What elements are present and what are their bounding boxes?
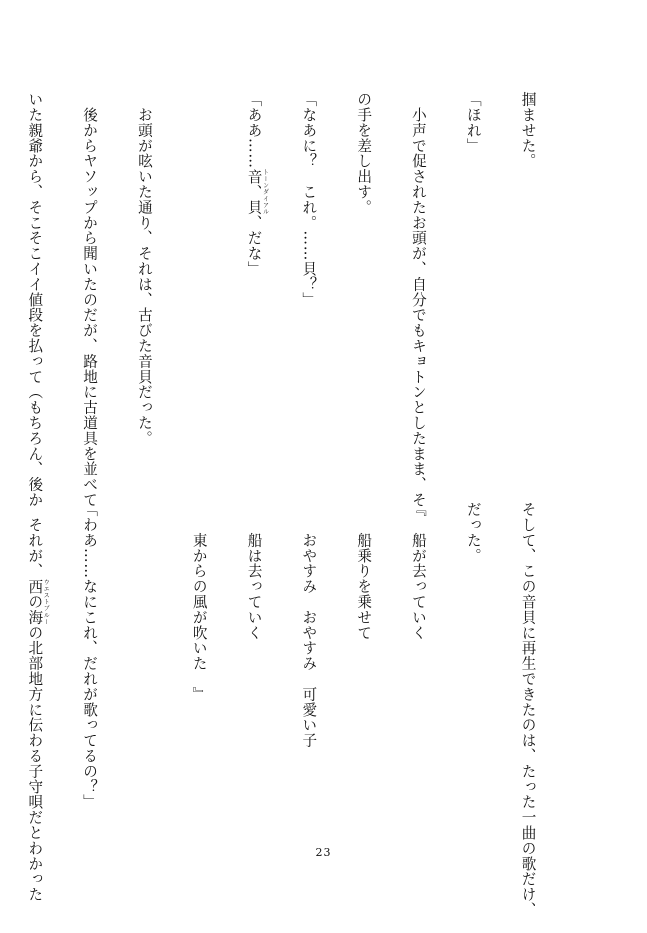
line-hore: 「ほれ」 xyxy=(464,91,482,154)
lyric-line-4: 船は去っていく xyxy=(245,501,263,641)
line-grab: 掴ませた。 xyxy=(519,91,537,169)
line-urged: 小声で促されたお頭が、自分でもキョトンとしたまま、そ xyxy=(409,91,427,508)
lyric-line-1: 『 船が去っていく xyxy=(409,501,427,641)
line-only-song: そして、この音貝に再生できたのは、たった一曲の歌だけ、 xyxy=(519,501,537,918)
page-number: 23 xyxy=(315,846,332,859)
line-hand-out: の手を差し出す。 xyxy=(355,91,373,215)
line-datta: だった。 xyxy=(464,501,482,564)
line-murmur: お頭が呟いた通り、それは、古びた音貝だった。 xyxy=(135,91,153,446)
line-wow-who: 「わあ……なにこれ、だれが歌ってるの？」 xyxy=(81,501,99,810)
line-old-man: いた親爺から、そこそこイイ値段を払って（もちろん、後か xyxy=(26,91,44,508)
line-west-blue: それが、西の海 ウエストブルーの北部地方に伝わる子守唄だとわかった xyxy=(26,501,50,903)
lyric-line-5: 東からの風が吹いた 』 xyxy=(190,501,208,702)
line-what-is-this: 「なあに？ これ。……貝？」 xyxy=(300,91,318,308)
upper-text-column xyxy=(26,70,569,508)
ruby-tone-dial: トーンダイアル xyxy=(261,168,269,215)
line-tone-dial: 「ああ……音、貝 トーンダイアル、だな」 xyxy=(245,91,269,277)
lyric-line-2: 船乗りを乗せて xyxy=(355,501,373,641)
ruby-west-blue: ウエストブルー xyxy=(42,578,50,625)
lyric-line-3: おやすみ おやすみ 可愛い子 xyxy=(300,501,318,749)
line-yasopp-heard: 後からヤソップから聞いたのだが、路地に古道具を並べて xyxy=(81,91,99,508)
